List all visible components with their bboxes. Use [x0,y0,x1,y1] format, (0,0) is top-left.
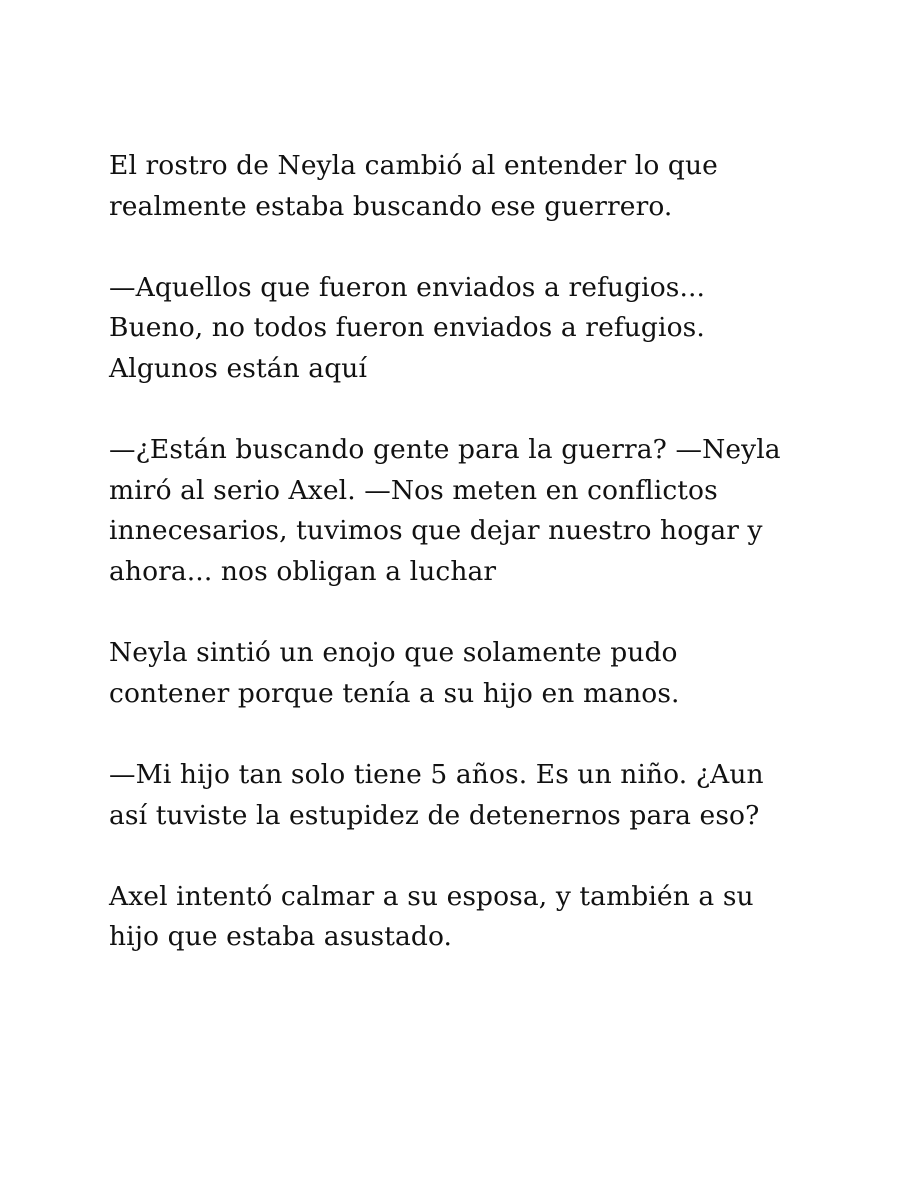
text-line: innecesarios, tuvimos que dejar nuestro hogar y [109,515,763,547]
text-line: ahora... nos obligan a luchar [109,555,497,587]
text-line: Neyla sintió un enojo que solamente pudo [109,637,678,669]
text-line: realmente estaba buscando ese guerrero. [109,190,673,222]
text-line: Bueno, no todos fueron enviados a refugios. [109,312,705,344]
text-line: Axel intentó calmar a su esposa, y también a su [109,880,754,912]
text-line: miró al serio Axel. —Nos meten en conflictos [109,474,718,506]
text-line: contener porque tenía a su hijo en manos. [109,677,680,709]
document-page [109,146,799,998]
text-line: así tuviste la estupidez de detenernos para eso? [109,799,760,831]
text-line: —¿Están buscando gente para la guerra? —Neyla [109,434,781,466]
paragraph-1 [109,146,799,227]
paragraph-6 [109,877,799,958]
paragraph-5 [109,755,799,836]
text-line: Algunos están aquí [109,352,368,384]
paragraph-4 [109,633,799,714]
paragraph-3 [109,430,799,592]
text-line: —Mi hijo tan solo tiene 5 años. Es un niño. ¿Aun [109,758,764,790]
paragraph-2 [109,268,799,390]
text-line: hijo que estaba asustado. [109,921,453,953]
text-line: —Aquellos que fueron enviados a refugios... [109,271,706,303]
text-line: El rostro de Neyla cambió al entender lo que [109,150,718,181]
